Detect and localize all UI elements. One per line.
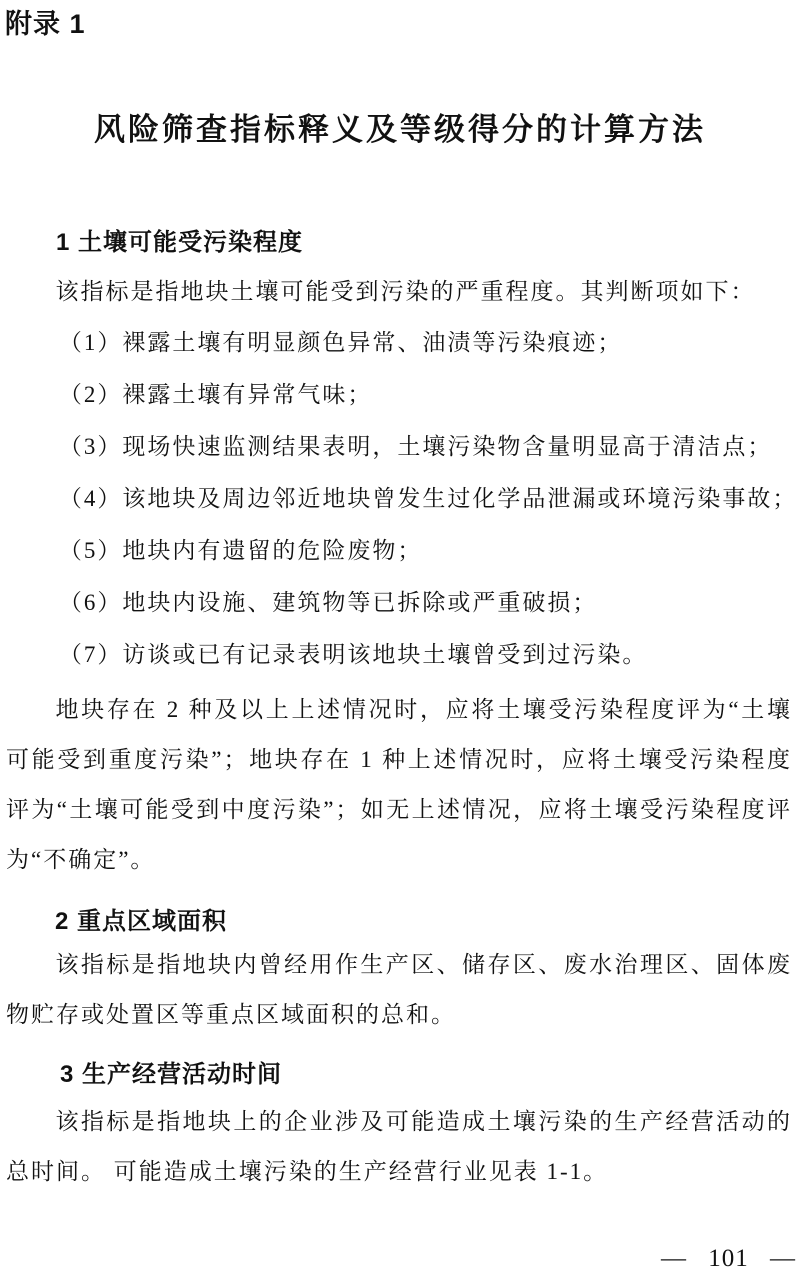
list-item: （3）现场快速监测结果表明，土壤污染物含量明显高于清洁点； xyxy=(58,434,773,459)
list-item: （1）裸露土壤有明显颜色异常、油渍等污染痕迹； xyxy=(58,330,623,355)
page-number: — 101 — xyxy=(661,1245,796,1272)
list-item: （4）该地块及周边邻近地块曾发生过化学品泄漏或环境污染事故； xyxy=(58,486,798,511)
appendix-label: 附录 1 xyxy=(5,9,86,39)
criteria-list xyxy=(6,317,798,681)
section-2-heading: 2 重点区域面积 xyxy=(55,908,228,935)
section-3-heading: 3 生产经营活动时间 xyxy=(60,1061,283,1088)
list-item: （5）地块内有遗留的危险废物； xyxy=(58,538,423,563)
list-item: （6）地块内设施、建筑物等已拆除或严重破损； xyxy=(58,590,598,615)
list-item: （2）裸露土壤有异常气味； xyxy=(58,382,373,407)
list-item: （7）访谈或已有记录表明该地块土壤曾受到过污染。 xyxy=(58,642,648,667)
section-3-paragraph: 该指标是指地块上的企业涉及可能造成土壤污染的生产经营活动的总时间。 可能造成土壤污染的生产经营行业见表 1-1。 xyxy=(6,1109,792,1184)
section-1-heading: 1 土壤可能受污染程度 xyxy=(56,229,304,256)
section-1-conclusion-paragraph: 地块存在 2 种及以上上述情况时，应将土壤受污染程度评为“土壤可能受到重度污染”；地块存在 1 种上述情况时，应将土壤受污染程度评为“土壤可能受到中度污染”；如无上述情况，应将土壤受污染程度评为“不确定”。 xyxy=(6,697,792,872)
section-1-intro-paragraph: 该指标是指地块土壤可能受到污染的严重程度。其判断项如下： xyxy=(55,279,756,304)
page-title: 风险筛查指标释义及等级得分的计算方法 xyxy=(94,112,706,147)
section-2-paragraph: 该指标是指地块内曾经用作生产区、储存区、废水治理区、固体废物贮存或处置区等重点区域面积的总和。 xyxy=(6,952,792,1027)
